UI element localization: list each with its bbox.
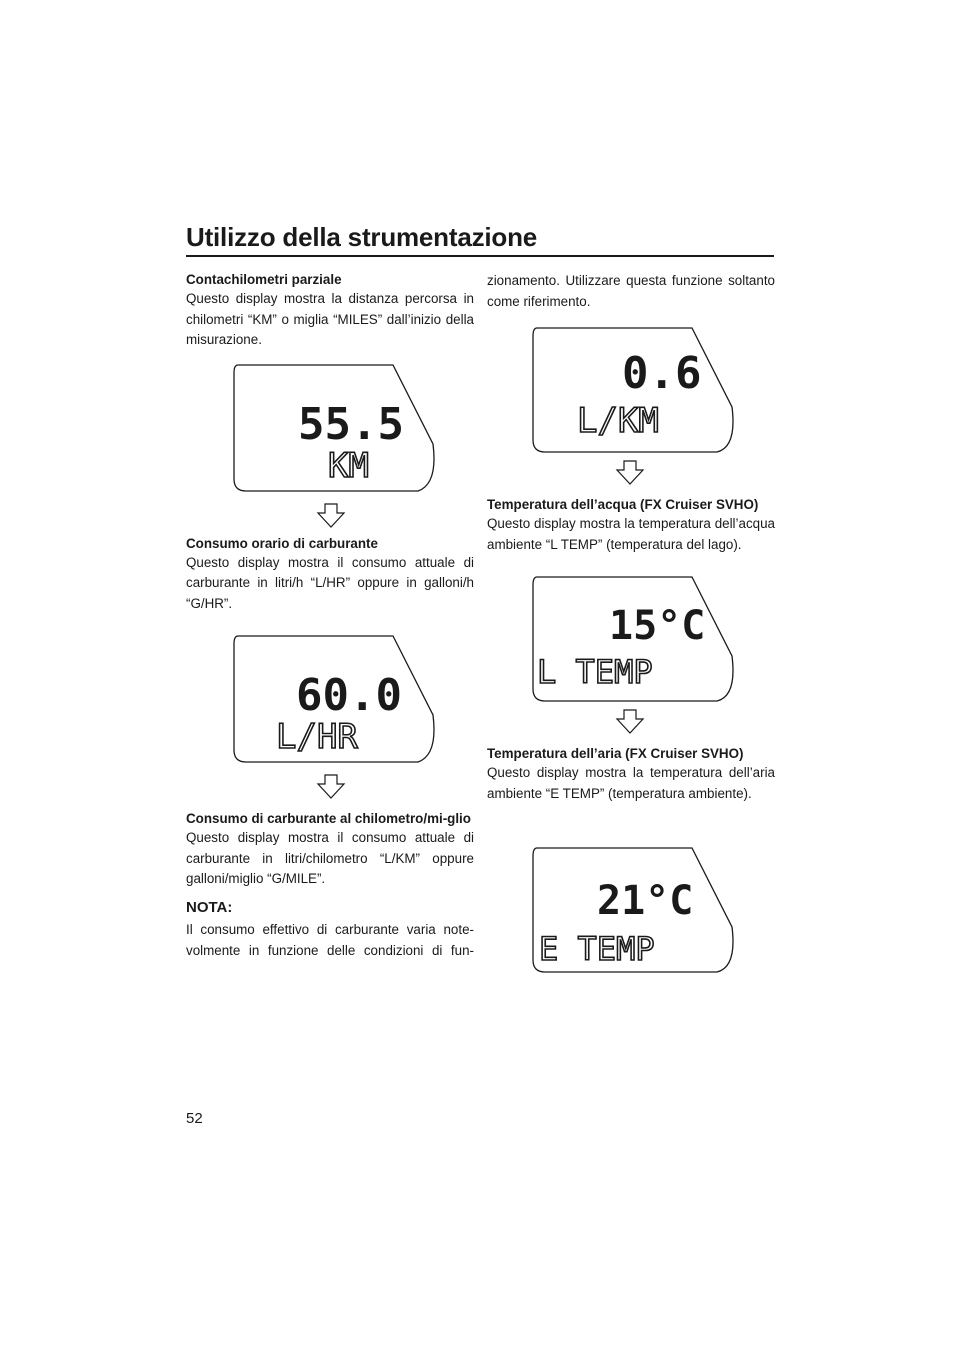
lcd-unit: KM — [328, 445, 369, 486]
section-title-trip: Contachilometri parziale — [186, 272, 342, 287]
down-arrow-icon — [615, 709, 645, 735]
down-arrow-icon — [316, 774, 346, 800]
lcd-screen — [527, 571, 737, 709]
section-body-per-km: Questo display mostra il consumo attuale di carburante in litri/chilometro “L/KM” oppure galloni/miglio “G/MILE”. — [186, 830, 474, 886]
left-column — [186, 271, 474, 961]
lcd-value: 21°C — [597, 878, 694, 924]
right-column — [487, 271, 775, 980]
section-title-water-temp: Temperatura dell’acqua (FX Cruiser SVHO) — [487, 497, 759, 512]
lcd-screen — [228, 630, 438, 770]
section-title-air-temp: Temperatura dell’aria (FX Cruiser SVHO) — [487, 746, 744, 761]
lcd-screen — [527, 842, 737, 980]
lcd-value: 60.0 — [296, 670, 402, 721]
lcd-screen — [527, 322, 737, 460]
lcd-unit: E TEMP — [539, 930, 655, 968]
page-number: 52 — [186, 1110, 203, 1127]
down-arrow-icon — [615, 460, 645, 486]
display-per-km — [527, 322, 775, 460]
nota-body-right: zionamento. Utilizzare questa funzione soltanto come riferimento. — [487, 273, 775, 309]
nota-body-left: Il consumo effettivo di carburante varia note-volmente in funzione delle condizioni di fun- — [186, 922, 474, 958]
page-title: Utilizzo della strumentazione — [186, 222, 538, 252]
nota-heading: NOTA: — [186, 898, 233, 916]
section-body-air-temp: Questo display mostra la temperatura dell’aria ambiente “E TEMP” (temperatura ambiente). — [487, 765, 775, 801]
lcd-unit: L TEMP — [537, 653, 653, 691]
lcd-unit: L/HR — [276, 717, 358, 757]
lcd-screen — [228, 359, 438, 499]
lcd-value: 15°C — [609, 603, 706, 649]
down-arrow-icon — [316, 503, 346, 529]
section-body-water-temp: Questo display mostra la temperatura dell’acqua ambiente “L TEMP” (temperatura del lago). — [487, 516, 775, 552]
lcd-unit: L/KM — [577, 401, 659, 441]
section-title-per-km: Consumo di carburante al chilometro/mi-glio — [186, 811, 471, 826]
header-rule — [186, 255, 774, 257]
display-hourly — [228, 630, 474, 770]
lcd-value: 55.5 — [298, 398, 404, 450]
section-body-trip: Questo display mostra la distanza percorsa in chilometri “KM” o miglia “MILES” dall’inizio della misurazione. — [186, 291, 474, 347]
section-title-hourly: Consumo orario di carburante — [186, 535, 378, 551]
display-water-temp — [527, 571, 775, 709]
display-trip — [228, 359, 474, 499]
lcd-value: 0.6 — [622, 348, 702, 399]
display-air-temp — [527, 842, 775, 980]
section-body-hourly: Questo display mostra il consumo attuale di carburante in litri/h “L/HR” oppure in galloni/h “G/HR”. — [186, 554, 474, 611]
